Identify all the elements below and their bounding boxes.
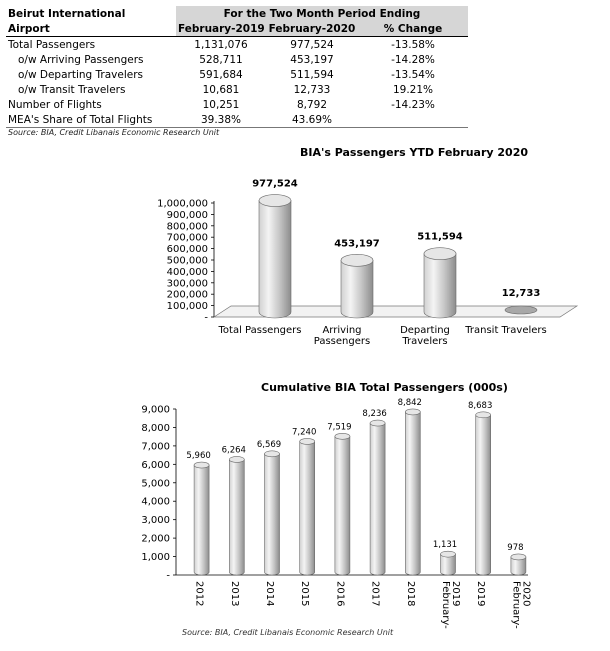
- y-tick-label: 3,000: [141, 515, 170, 527]
- row-label: Total Passengers: [8, 38, 96, 51]
- x-tick-label: Travelers: [402, 336, 448, 347]
- y-tick-label: 400,000: [166, 266, 208, 278]
- x-tick-label-line: 2016: [334, 581, 346, 607]
- bar: [370, 420, 385, 575]
- bar: [405, 409, 420, 575]
- cell-feb-2019: 528,711: [199, 53, 243, 66]
- table-title-line-2: Airport: [6, 21, 176, 37]
- y-tick-label: 7,000: [141, 441, 170, 453]
- cell-feb-2019: 10,251: [202, 98, 240, 111]
- table-row: [6, 112, 468, 128]
- y-tick-label: 500,000: [166, 255, 208, 267]
- x-tick-label: Arriving: [322, 325, 362, 336]
- cell-feb-2020: 8,792: [296, 98, 328, 111]
- passengers-ytd-chart: [0, 160, 610, 350]
- bar: [300, 438, 315, 575]
- x-tick-label: [440, 581, 461, 629]
- data-label: 977,524: [252, 178, 298, 190]
- y-tick-label: 6,000: [141, 459, 170, 471]
- x-tick-label-line: 2019: [475, 581, 487, 607]
- passenger-stats-table: [6, 6, 468, 128]
- bar: [259, 195, 291, 318]
- data-label: 511,594: [417, 231, 463, 243]
- x-tick-label-line: 2015: [299, 581, 311, 607]
- data-label: 7,240: [292, 427, 317, 438]
- cell-feb-2019: 39.38%: [176, 112, 266, 128]
- x-tick-label: Passengers: [313, 336, 371, 347]
- x-tick-label: [194, 581, 205, 606]
- row-label: o/w Departing Travelers: [18, 68, 144, 81]
- bar: [424, 248, 456, 318]
- cumulative-passengers-chart: [0, 392, 610, 629]
- y-tick-label: 600,000: [166, 244, 208, 256]
- cell-pct-change: -13.54%: [391, 68, 435, 81]
- cell-pct-change: -14.28%: [391, 53, 435, 66]
- x-tick-label: [510, 581, 531, 629]
- data-label: 8,683: [468, 400, 493, 411]
- bar: [441, 551, 456, 575]
- data-label: 6,569: [256, 439, 282, 450]
- col-header-feb-2019: February-2019: [178, 22, 265, 35]
- y-tick-label: -: [204, 312, 208, 324]
- data-label: 8,236: [362, 409, 387, 420]
- y-tick-label: 200,000: [166, 289, 208, 301]
- x-tick-label: Departing: [400, 325, 450, 336]
- data-label: 5,960: [186, 451, 211, 462]
- table-row: [6, 67, 468, 82]
- cell-feb-2020: 977,524: [290, 38, 334, 51]
- x-tick-label: [405, 581, 416, 606]
- table-row: [6, 37, 468, 53]
- y-tick-label: 700,000: [166, 232, 208, 244]
- table-row: [6, 82, 468, 97]
- x-tick-label-line: 2019: [450, 581, 461, 607]
- cell-feb-2020: 511,594: [290, 68, 334, 81]
- cell-pct-change: [358, 112, 468, 128]
- bar: [335, 433, 350, 575]
- row-label: MEA's Share of Total Flights: [6, 112, 176, 128]
- bar: [505, 306, 537, 314]
- x-tick-label-line: 2012: [193, 581, 205, 607]
- y-tick-label: 2,000: [141, 533, 170, 545]
- bar: [265, 451, 280, 575]
- cell-feb-2019: 591,684: [199, 68, 243, 81]
- x-tick-label: [264, 581, 275, 606]
- row-label: Number of Flights: [8, 98, 102, 111]
- x-tick-label: [475, 581, 486, 606]
- period-header: For the Two Month Period Ending: [176, 6, 468, 21]
- row-label: o/w Arriving Passengers: [18, 53, 144, 66]
- chart2-title: Cumulative BIA Total Passengers (000s): [261, 381, 508, 394]
- y-tick-label: 9,000: [141, 404, 170, 416]
- y-tick-label: 8,000: [141, 422, 170, 434]
- data-label: 978: [507, 542, 524, 553]
- y-tick-label: 5,000: [141, 478, 170, 490]
- cell-pct-change: -14.23%: [391, 98, 435, 111]
- x-tick-label-line: February-: [440, 581, 451, 629]
- table-source-note: Source: BIA, Credit Libanais Economic Research Unit: [8, 128, 220, 137]
- x-tick-label: [370, 581, 381, 606]
- x-tick-label: [229, 581, 240, 606]
- chart1-title: BIA's Passengers YTD February 2020: [300, 146, 528, 159]
- row-label: o/w Transit Travelers: [18, 83, 126, 96]
- y-tick-label: 100,000: [166, 301, 208, 313]
- data-label: 7,519: [327, 422, 352, 433]
- x-tick-label: [299, 581, 310, 606]
- table-row: [6, 52, 468, 67]
- chart-source-note: Source: BIA, Credit Libanais Economic Research Unit: [182, 628, 394, 637]
- y-tick-label: 300,000: [166, 278, 208, 290]
- cell-pct-change: 19.21%: [392, 83, 434, 96]
- table-header-row-1: [6, 6, 468, 21]
- y-tick-label: 800,000: [166, 221, 208, 233]
- cell-pct-change: -13.58%: [391, 38, 435, 51]
- y-tick-label: 1,000,000: [157, 198, 208, 210]
- data-label: 453,197: [334, 238, 380, 250]
- x-tick-label-line: 2014: [264, 581, 275, 607]
- bar: [341, 254, 373, 318]
- x-tick-label: Total Passengers: [218, 325, 302, 336]
- data-label: 6,264: [221, 445, 246, 456]
- cell-feb-2019: 10,681: [202, 83, 240, 96]
- data-label: 1,131: [432, 540, 458, 551]
- x-tick-label-line: 2020: [520, 581, 532, 607]
- bar: [229, 456, 244, 575]
- cell-feb-2020: 453,197: [290, 53, 334, 66]
- x-tick-label-line: 2017: [369, 581, 381, 607]
- table-row: [6, 97, 468, 112]
- y-tick-label: 900,000: [166, 209, 208, 221]
- y-tick-label: 4,000: [141, 496, 170, 508]
- x-tick-label: [334, 581, 345, 606]
- bar: [476, 412, 491, 575]
- cell-feb-2020: 43.69%: [266, 112, 358, 128]
- table-title-line-1: Beirut International: [8, 7, 126, 20]
- bar: [511, 554, 526, 575]
- data-label: 12,733: [501, 288, 541, 299]
- x-tick-label: Transit Travelers: [465, 325, 547, 336]
- cell-feb-2019: 1,131,076: [194, 38, 248, 51]
- bar: [194, 462, 209, 575]
- col-header-pct-change: % Change: [358, 21, 468, 37]
- cell-feb-2020: 12,733: [293, 83, 331, 96]
- x-tick-label-line: 2018: [404, 581, 416, 607]
- table-header-row-2: [6, 21, 468, 37]
- y-tick-label: -: [166, 570, 170, 582]
- data-label: 8,842: [397, 397, 422, 408]
- y-tick-label: 1,000: [141, 552, 170, 564]
- x-tick-label-line: 2013: [228, 581, 240, 607]
- col-header-feb-2020: February-2020: [266, 21, 358, 37]
- x-tick-label-line: February-: [510, 581, 522, 629]
